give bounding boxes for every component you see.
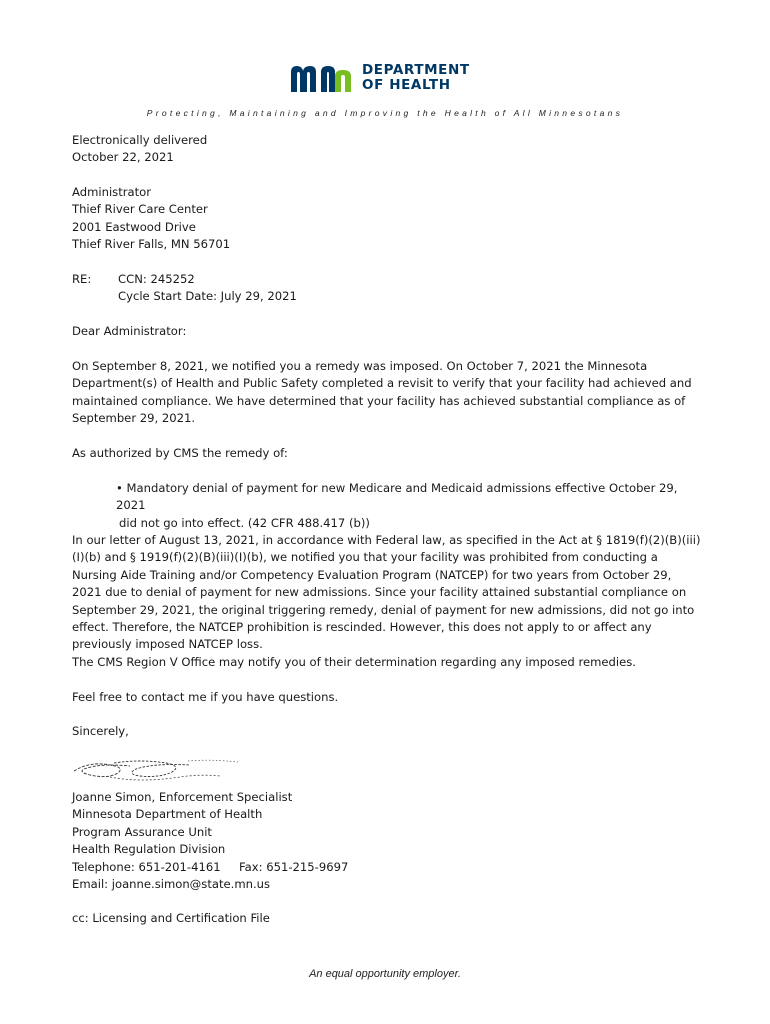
signatory-email: Email: joanne.simon@state.mn.us: [72, 877, 271, 892]
signatory-block: [72, 789, 702, 893]
letter-date: October 22, 2021: [72, 150, 174, 165]
delivery-method: Electronically delivered: [72, 133, 208, 147]
closing: Sincerely,: [72, 724, 129, 738]
signatory-division: Health Regulation Division: [72, 842, 226, 857]
footer-eoe: An equal opportunity employer.: [309, 968, 461, 980]
tagline: Protecting, Maintaining and Improving the Health of All Minnesotans: [146, 108, 624, 118]
paragraph-2: As authorized by CMS the remedy of:: [72, 446, 288, 460]
logo-wordmark: [362, 63, 470, 93]
recipient-line: Thief River Care Center: [72, 202, 208, 217]
salutation: Dear Administrator:: [72, 324, 187, 338]
signatory-unit: Program Assurance Unit: [72, 824, 212, 839]
logo-line-2: OF HEALTH: [362, 77, 451, 93]
delivery-block: [72, 132, 702, 167]
signatory-org: Minnesota Department of Health: [72, 807, 263, 822]
paragraph-5: Feel free to contact me if you have questions.: [72, 690, 339, 704]
recipient-address: [72, 184, 702, 254]
paragraph-3: In our letter of August 13, 2021, in accordance with Federal law, as specified in the Act at § 1819(f)(2)(B)(iii)(I)(b) and § 1919(f)(2)(B)(iii)(I)(b), we notified you that your facility was prohibited from conducting a Nursing Aide Training and/or Competency Evaluation Program (NATCEP) for two years from October 29, 2021 due to denial of payment for new admissions. Since your facility attained substantial compliance on September 29, 2021, the original triggering remedy, denial of payment for new admissions, did not go into effect. Therefore, the NATCEP prohibition is rescinded. However, this does not apply to or affect any previously imposed NATCEP loss.: [72, 533, 701, 652]
re-block: [72, 271, 702, 307]
handwritten-signature: [70, 757, 240, 785]
logo-line-1: DEPARTMENT: [362, 62, 470, 78]
re-values: [118, 271, 297, 306]
recipient-line: Thief River Falls, MN 56701: [72, 237, 231, 252]
recipient-line: 2001 Eastwood Drive: [72, 219, 196, 234]
re-label: RE:: [72, 272, 92, 286]
bullet-line-2: did not go into effect. (42 CFR 488.417 (b)): [119, 515, 370, 530]
logo-mark-n: [321, 66, 335, 92]
logo-mark-m: [291, 66, 316, 92]
paragraph-4: The CMS Region V Office may notify you of their determination regarding any imposed remedies.: [72, 655, 636, 669]
ccn: CCN: 245252: [118, 272, 195, 286]
cc-line: cc: Licensing and Certification File: [72, 911, 270, 925]
cycle-start-date: Cycle Start Date: July 29, 2021: [118, 289, 297, 304]
signatory-phone: Telephone: 651-201-4161 Fax: 651-215-9697: [72, 859, 349, 874]
recipient-line: Administrator: [72, 185, 152, 199]
logo-mark-green: [335, 70, 351, 92]
remedy-bullet: [116, 480, 706, 532]
bullet-line-1: • Mandatory denial of payment for new Medicare and Medicaid admissions effective October 29, 2021: [116, 481, 678, 513]
signatory-name: Joanne Simon, Enforcement Specialist: [72, 790, 293, 804]
paragraph-1: On September 8, 2021, we notified you a remedy was imposed. On October 7, 2021 the Minnesota Department(s) of Health and Public Safety completed a revisit to verify that your facility had achieved and maintained compliance. We have determined that your facility has achieved substantial compliance as of September 29, 2021.: [72, 359, 692, 426]
